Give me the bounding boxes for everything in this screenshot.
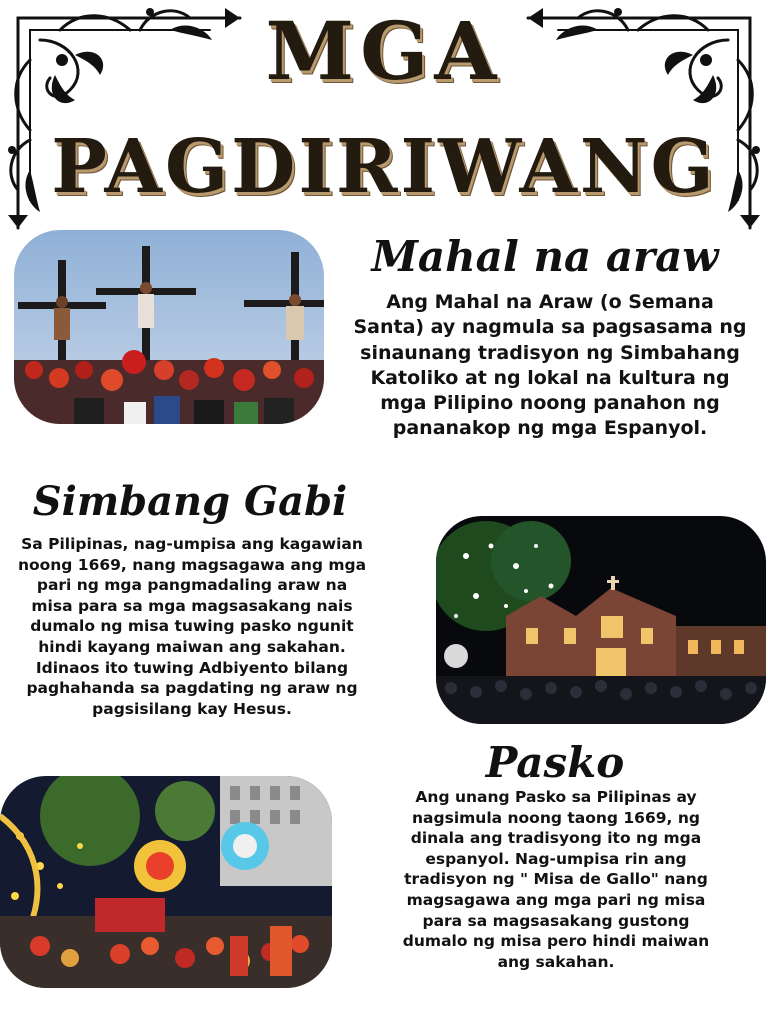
page-title-line-1: MGA (265, 4, 503, 98)
photo-pasko (0, 776, 332, 988)
body-pasko: Ang unang Pasko sa Pilipinas ay nagsimula noong taong 1669, ng dinala ang tradisyong ito ng mga espanyol. Nag-umpisa rin ang tradisyon ng " Misa de Gallo" nang magsagawa ang mga pari ng misa para sa magsasakang gustong dumalo ng misa pero hindi maiwan ang sakahan. (402, 788, 710, 971)
body-simbang-gabi: Sa Pilipinas, nag-umpisa ang kagawian noong 1669, nang magsagawa ang mga pari ng mga pangmadaling araw na misa para sa mga magsasakang nais dumalo ng misa tuwing pasko ngunit hindi kayang maiwan ang sakahan. Idinaos ito tuwing Adbiyento bilang paghahanda sa pagdating ng araw ng pagsisilang kay Hesus. (17, 535, 367, 718)
heading-simbang-gabi: Simbang Gabi (32, 478, 348, 525)
heading-pasko: Pasko (485, 738, 625, 787)
page-title-line-2: PAGDIRIWANG (51, 124, 717, 210)
photo-mahal-na-araw (14, 230, 324, 424)
photo-simbang-gabi (436, 516, 766, 724)
heading-mahal-na-araw: Mahal na araw (371, 232, 719, 281)
body-mahal-na-araw: Ang Mahal na Araw (o Semana Santa) ay nagmula sa pagsasama ng sinaunang tradisyon ng Simbahang Katoliko at ng lokal na kultura ng mga Pilipino noong panahon ng pananakop ng mga Espanyol. (353, 291, 747, 440)
